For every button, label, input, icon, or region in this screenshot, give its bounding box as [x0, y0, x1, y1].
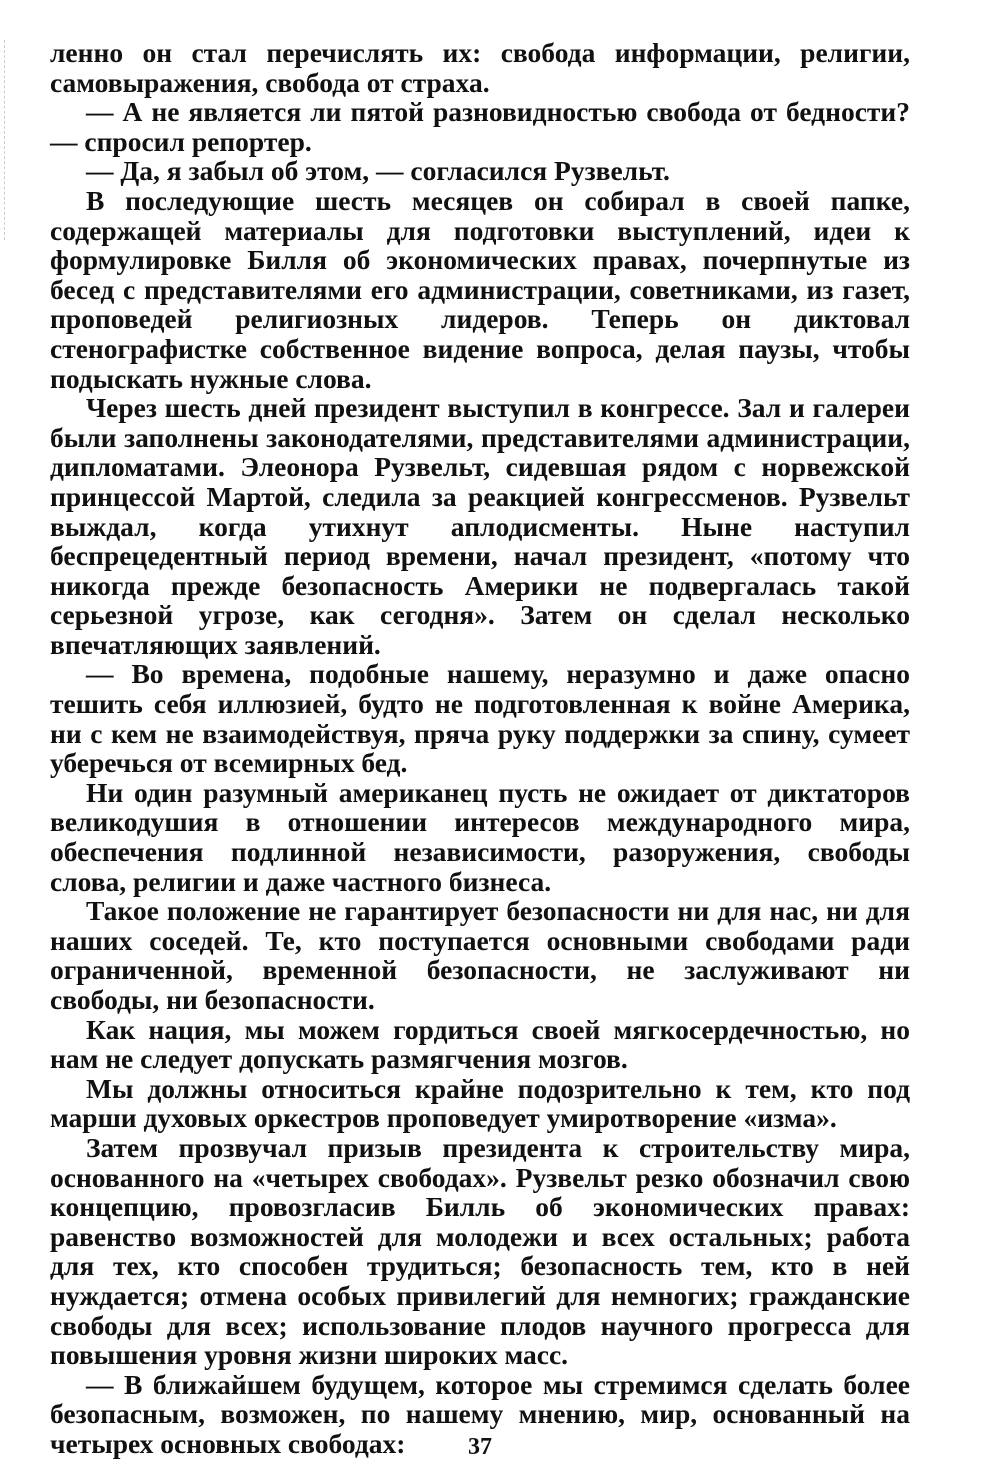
paragraph-7: Ни один разумный американец пусть не ожидает от диктаторов великодушия в отношении интересов международного мира, обеспечения подлинной независимости, разоружения, свободы слова, религии и даже частного бизнеса. [50, 776, 910, 897]
page-body [50, 38, 910, 1459]
paragraph-5: Через шесть дней президент выступил в конгрессе. Зал и галереи были заполнены законодателями, представителями администрации, дипломатами. Элеонора Рузвельт, сидевшая рядом с норвежской принцессой Мартой, следила за реакцией конгрессменов. Рузвельт выждал, когда утихнут аплодисменты. Ныне наступил беспрецедентный период времени, начал президент, «потому что никогда прежде безопасность Америки не подвергалась такой серьезной угрозе, как сегодня». Затем он сделал несколько впечатляющих заявлений. [50, 392, 910, 660]
paragraph-4: В последующие шесть месяцев он собирал в своей папке, содержащей материалы для подготовки выступлений, идеи к формулировке Билля об экономических правах, почерпнутые из бесед с представителями его администрации, советниками, из газет, проповедей религиозных лидеров. Теперь он диктовал стенографистке собственное видение вопроса, делая паузы, чтобы подыскать нужные слова. [50, 184, 910, 394]
paragraph-10: Мы должны относиться крайне подозрительно к тем, кто под марши духовых оркестров проповедует умиротворение «изма». [50, 1072, 910, 1134]
scan-edge-mark [4, 40, 6, 240]
paragraph-9: Как нация, мы можем гордиться своей мягкосердечностью, но нам не следует допускать размягчения мозгов. [50, 1013, 910, 1075]
paragraph-11: Затем прозвучал призыв президента к строительству мира, основанного на «четырех свободах». Рузвельт резко обозначил свою концепцию, провозгласив Билль об экономических правах: равенство возможностей для молодежи и всех остальных; работа для тех, кто способен трудиться; безопасность тем, кто в ней нуждается; отмена особых привилегий для немногих; гражданские свободы для всех; использование плодов научного прогресса для повышения уровня жизни широких масс. [50, 1131, 910, 1371]
paragraph-8: Такое положение не гарантирует безопасности ни для нас, ни для наших соседей. Те, кто поступается основными свободами ради ограниченной, временной безопасности, не заслуживают ни свободы, ни безопасности. [50, 895, 910, 1015]
paragraph-3: — Да, я забыл об этом, — согласился Рузвельт. [86, 155, 670, 187]
page-number: 37 [468, 1434, 492, 1460]
paragraph-1: ленно он стал перечислять их: свобода информации, религии, самовыражения, свобода от страха. [50, 37, 910, 98]
paragraph-6: — Во времена, подобные нашему, неразумно и даже опасно тешить себя иллюзией, будто не подготовленная к войне Америка, ни с кем не взаимодействуя, пряча руку поддержки за спину, сумеет уберечься от всемирных бед. [50, 658, 910, 779]
paragraph-2: — А не является ли пятой разновидностью свобода от бедности? — спросил репортер. [50, 96, 910, 157]
paragraph-12: — В ближайшем будущем, которое мы стремимся сделать более безопасным, возможен, по нашему мнению, мир, основанный на четырех основных свободах: [50, 1368, 910, 1459]
